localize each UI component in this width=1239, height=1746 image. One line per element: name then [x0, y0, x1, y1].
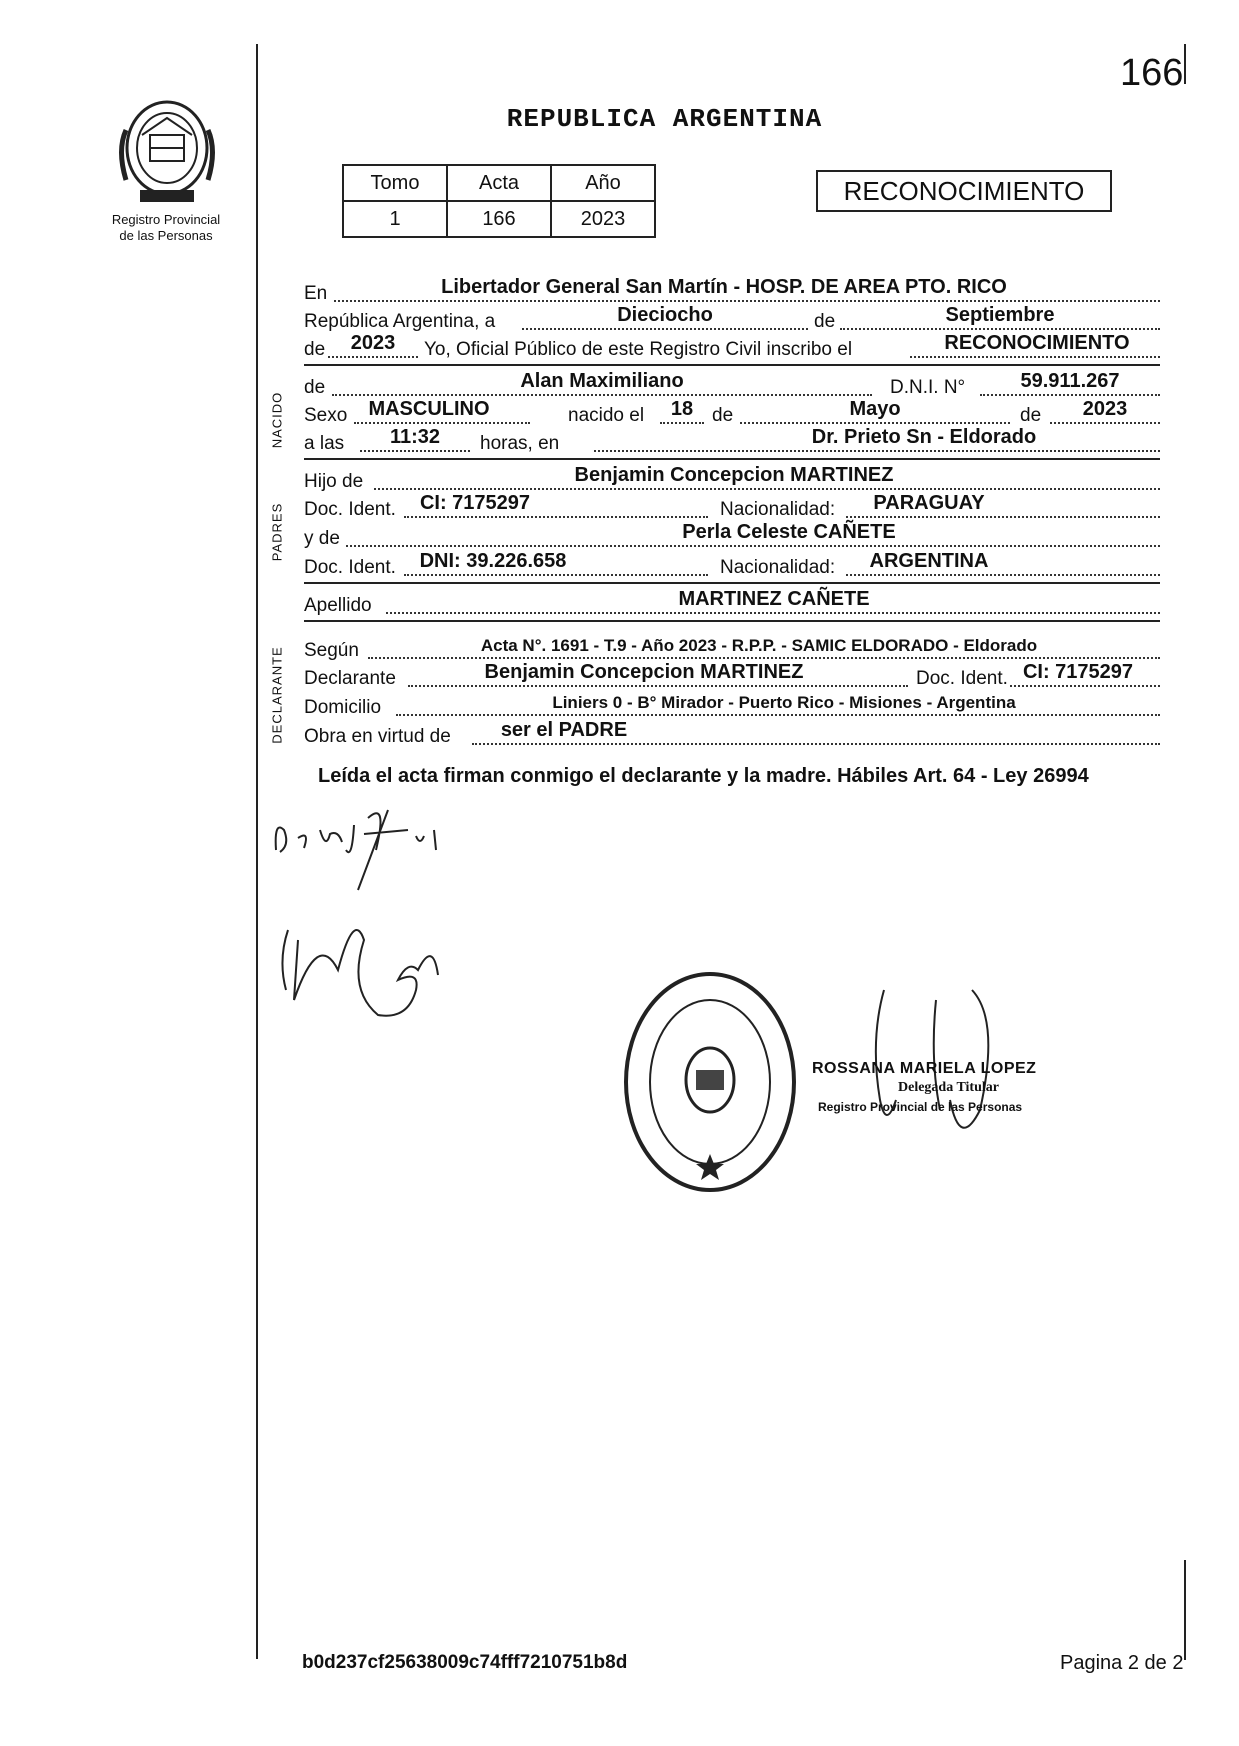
section-label-padres: PADRES	[269, 502, 285, 562]
field-nac-anio-value: 2023	[1082, 398, 1128, 420]
field-row-apellido: Apellido MARTINEZ CAÑETE	[304, 591, 1160, 619]
field-anio-value: 2023	[350, 332, 396, 354]
field-row-declarante: Declarante Benjamin Concepcion MARTINEZ Doc. Ident. CI: 7175297	[304, 664, 1160, 692]
field-padre-nac-value: PARAGUAY	[873, 492, 985, 514]
record-value-anio: 2023	[551, 201, 655, 237]
field-segun-value: Acta N°. 1691 - T.9 - Año 2023 - R.P.P. - SAMIC ELDORADO - Eldorado	[480, 636, 1038, 655]
field-padre-doc-value: CI: 7175297	[419, 492, 531, 514]
official-office: Registro Provincial de las Personas	[818, 1100, 1023, 1114]
field-row-acto: de 2023 Yo, Oficial Público de este Registro Civil inscribo el RECONOCIMIENTO	[304, 335, 1160, 363]
record-type-box: RECONOCIMIENTO	[816, 170, 1112, 212]
record-header-anio: Año	[551, 165, 655, 201]
field-domicilio-value: Liniers 0 - B° Mirador - Puerto Rico - Misiones - Argentina	[552, 693, 1016, 712]
document-hash: b0d237cf25638009c74fff7210751b8d	[302, 1652, 628, 1673]
field-row-padre-doc: Doc. Ident. CI: 7175297 Nacionalidad: PARAGUAY	[304, 495, 1160, 523]
field-row-en: En Libertador General San Martín - HOSP. DE AREA PTO. RICO	[304, 279, 1160, 307]
record-header-acta: Acta	[447, 165, 551, 201]
field-row-madre-doc: Doc. Ident. DNI: 39.226.658 Nacionalidad: ARGENTINA	[304, 553, 1160, 581]
field-row-madre: y de Perla Celeste CAÑETE	[304, 524, 1160, 552]
field-mes-value: Septiembre	[945, 304, 1055, 326]
field-row-domicilio: Domicilio Liniers 0 - B° Mirador - Puerto Rico - Misiones - Argentina	[304, 693, 1160, 721]
field-row-sexo: Sexo MASCULINO nacido el 18 de Mayo de 2023	[304, 401, 1160, 429]
field-madre-doc-value: DNI: 39.226.658	[419, 550, 567, 572]
field-madre-value: Perla Celeste CAÑETE	[682, 521, 896, 543]
separator-3	[304, 582, 1160, 584]
field-dia-value: Dieciocho	[617, 304, 713, 326]
registry-stamp	[620, 968, 800, 1196]
separator-2	[304, 458, 1160, 460]
separator-4	[304, 620, 1160, 622]
record-value-tomo: 1	[343, 201, 447, 237]
field-sexo-value: MASCULINO	[368, 398, 490, 420]
field-apellido-value: MARTINEZ CAÑETE	[678, 588, 870, 610]
field-lugar-value: Dr. Prieto Sn - Eldorado	[811, 426, 1037, 448]
record-header-tomo: Tomo	[343, 165, 447, 201]
field-hora-value: 11:32	[389, 426, 441, 448]
field-dni-value: 59.911.267	[1020, 370, 1120, 392]
field-row-hora: a las 11:32 horas, en Dr. Prieto Sn - Eldorado	[304, 429, 1160, 457]
field-obra-value: ser el PADRE	[500, 719, 628, 741]
field-row-padre: Hijo de Benjamin Concepcion MARTINEZ	[304, 467, 1160, 495]
field-en-value: Libertador General San Martín - HOSP. DE AREA PTO. RICO	[441, 276, 1007, 298]
declarant-signatures	[268, 790, 468, 1020]
field-declarante-doc-value: CI: 7175297	[1022, 661, 1134, 683]
right-margin-line-bottom	[1184, 1560, 1186, 1660]
field-declarante-value: Benjamin Concepcion MARTINEZ	[484, 661, 804, 683]
field-row-nombre: de Alan Maximiliano D.N.I. N° 59.911.267	[304, 373, 1160, 401]
page-number: 166	[1120, 52, 1184, 94]
field-row-fecha: República Argentina, a Dieciocho de Septiembre	[304, 307, 1160, 335]
closing-statement: Leída el acta firman conmigo el declarante y la madre. Hábiles Art. 64 - Ley 26994	[318, 765, 1089, 787]
field-nac-mes-value: Mayo	[849, 398, 901, 420]
field-madre-nac-value: ARGENTINA	[869, 550, 989, 572]
logo-caption-line1: Registro Provincial	[111, 212, 221, 227]
field-padre-value: Benjamin Concepcion MARTINEZ	[574, 464, 894, 486]
field-acto-value: RECONOCIMIENTO	[944, 332, 1130, 354]
field-nombre-value: Alan Maximiliano	[520, 370, 684, 392]
record-value-acta: 166	[447, 201, 551, 237]
official-title: Delegada Titular	[898, 1080, 999, 1095]
document-title: REPUBLICA ARGENTINA	[506, 104, 823, 134]
logo-caption	[96, 212, 236, 244]
logo-caption-line2: de las Personas	[119, 228, 213, 243]
section-label-declarante: DECLARANTE	[269, 646, 285, 744]
official-name: ROSSANA MARIELA LOPEZ	[812, 1060, 1037, 1077]
separator-1	[304, 364, 1160, 366]
section-label-nacido: NACIDO	[269, 391, 285, 449]
record-table	[342, 164, 656, 238]
page-indicator: Pagina 2 de 2	[1060, 1652, 1184, 1674]
field-row-obra: Obra en virtud de ser el PADRE	[304, 722, 1160, 750]
left-margin-line	[256, 44, 258, 1659]
right-margin-line	[1184, 44, 1186, 84]
field-row-segun: Según Acta N°. 1691 - T.9 - Año 2023 - R.P.P. - SAMIC ELDORADO - Eldorado	[304, 636, 1160, 664]
field-nac-dia-value: 18	[670, 398, 694, 420]
